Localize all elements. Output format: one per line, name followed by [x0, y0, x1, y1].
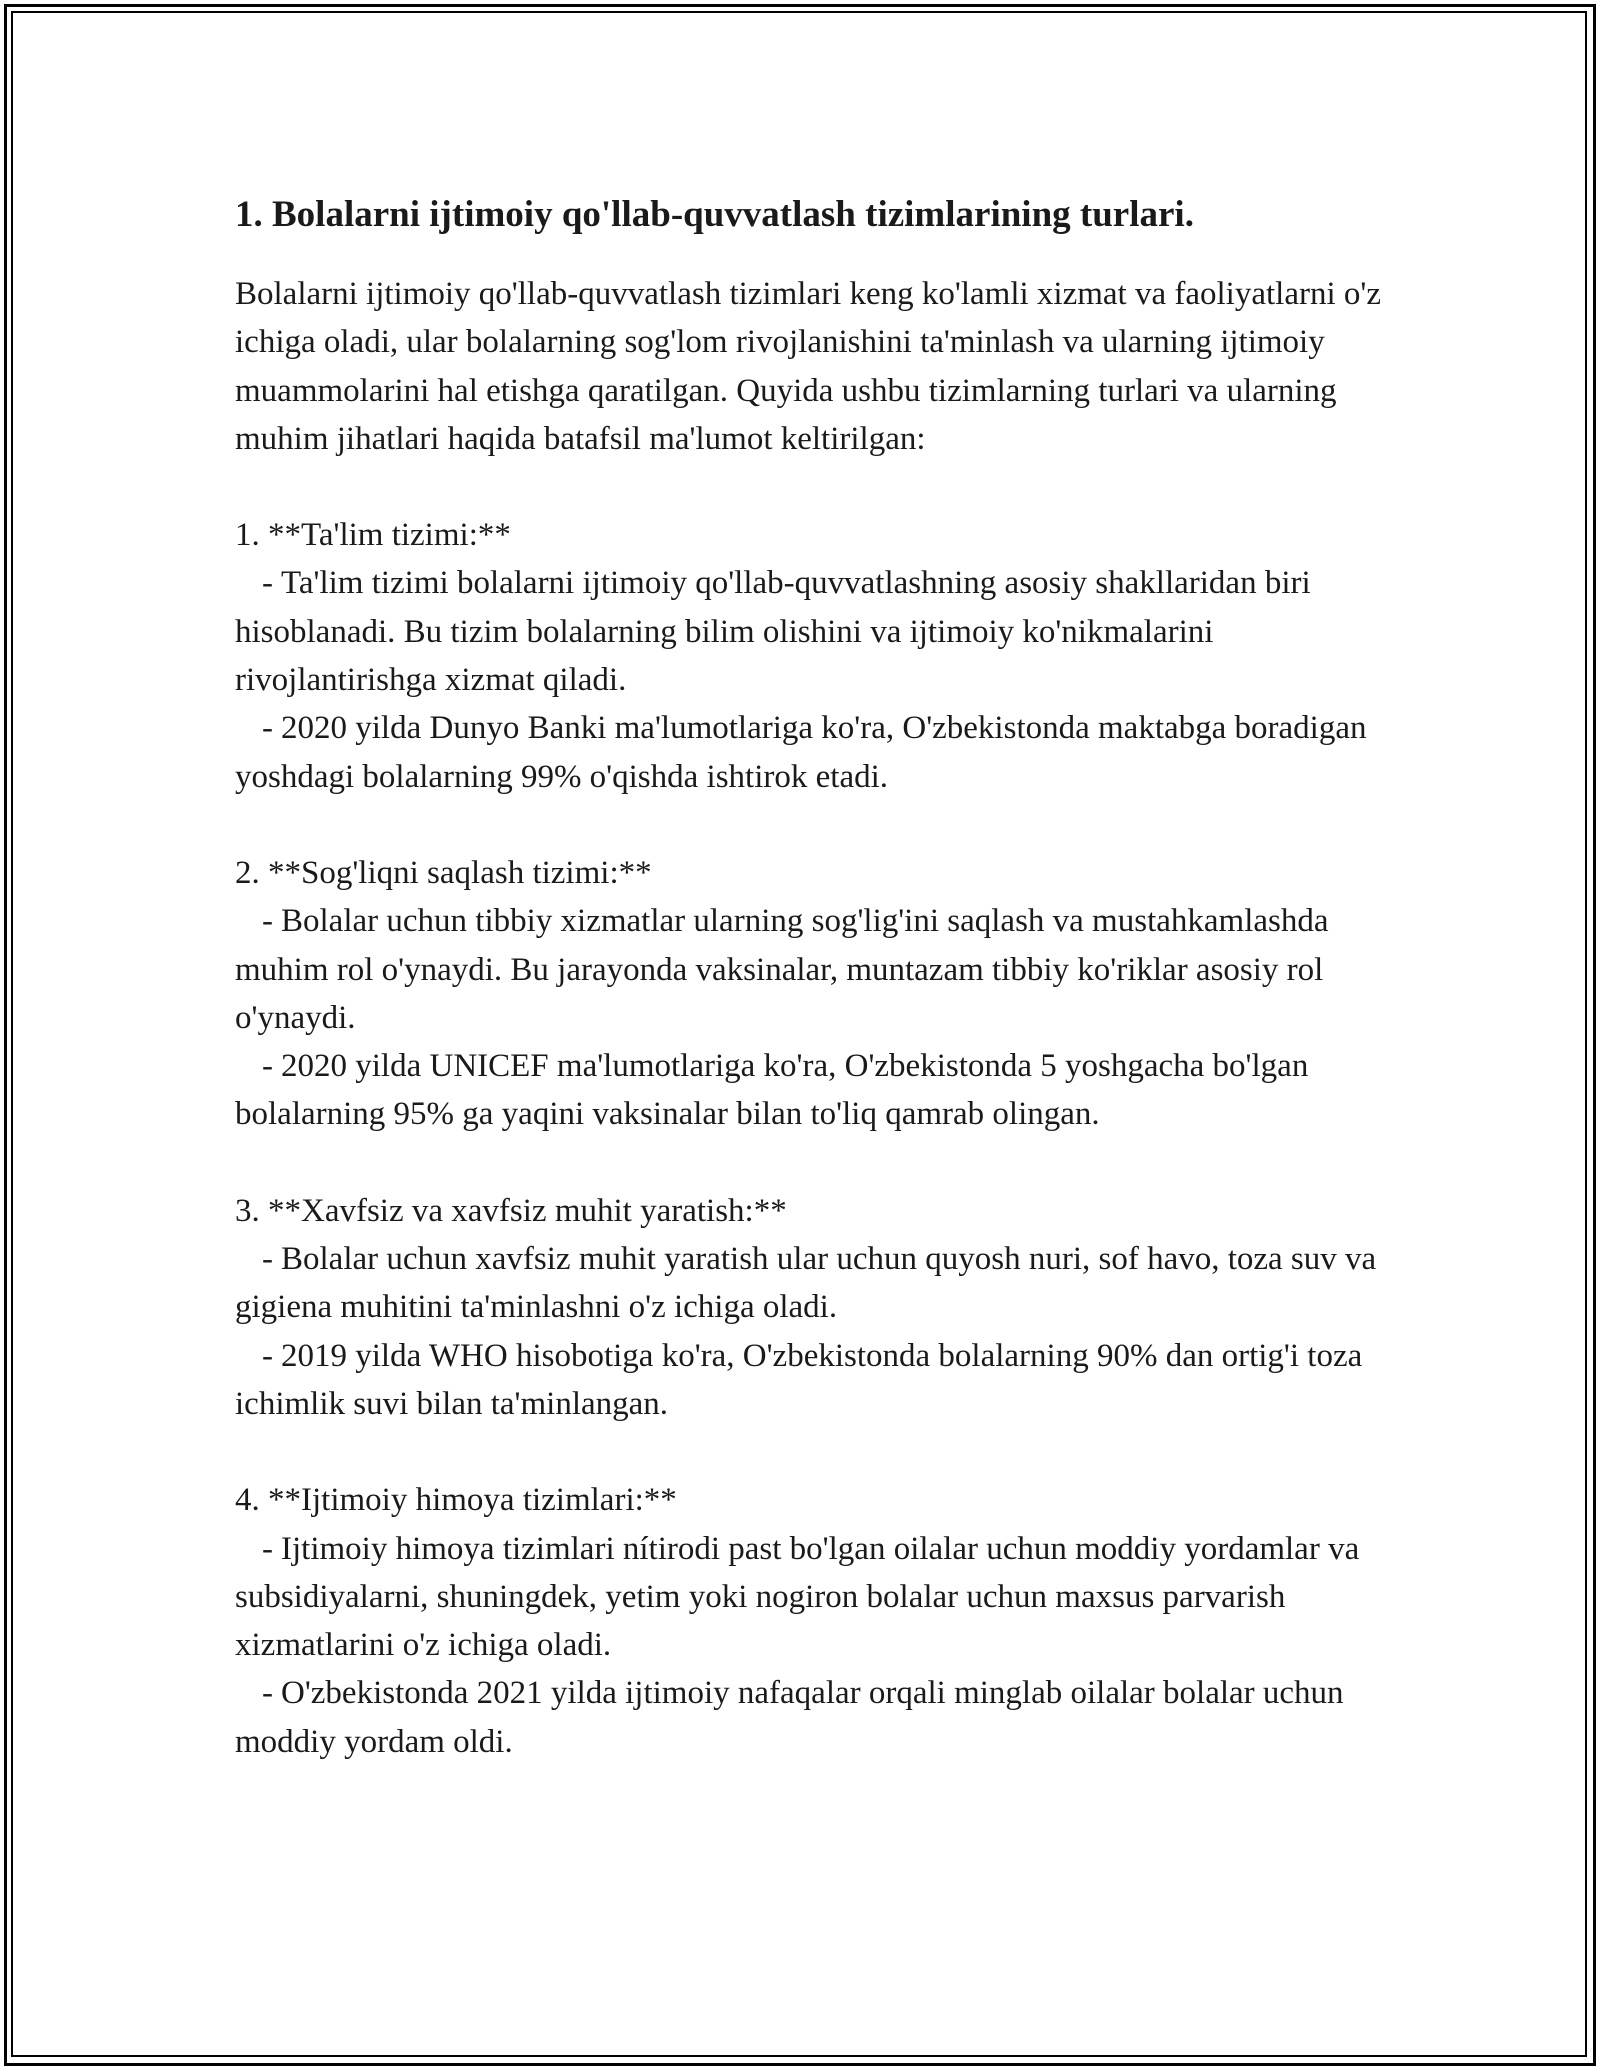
section-safe-environment — [235, 1187, 1395, 1428]
bullet-text: Ta'lim tizimi bolalarni ijtimoiy qo'llab-quvvatlashning asosiy shakllaridan biri hisoblanadi. Bu tizim bolalarning bilim olishini va ijtimoiy ko'nikmalarini rivojlantirishga xizmat qiladi. — [235, 565, 1311, 699]
bullet-item — [235, 897, 1395, 1042]
bullet-marker: - — [262, 1337, 273, 1374]
bullet-text: 2020 yilda UNICEF ma'lumotlariga ko'ra, O'zbekistonda 5 yoshgacha bo'lgan bolalarning 95% ga yaqini vaksinalar bilan to'liq qamrab olingan. — [235, 1048, 1309, 1133]
bullet-text: Bolalar uchun xavfsiz muhit yaratish ular uchun quyosh nuri, sof havo, toza suv va gigiena muhitini ta'minlashni o'z ichiga oladi. — [235, 1241, 1377, 1326]
section-social-protection — [235, 1476, 1395, 1766]
bullet-marker: - — [262, 565, 273, 602]
section-heading: 1. **Ta'lim tizimi:** — [235, 517, 511, 554]
bullet-marker: - — [262, 1675, 273, 1712]
bullet-marker: - — [262, 1530, 273, 1567]
bullet-item — [235, 1525, 1395, 1670]
bullet-text: O'zbekistonda 2021 yilda ijtimoiy nafaqalar orqali minglab oilalar bolalar uchun moddiy yordam oldi. — [235, 1675, 1344, 1760]
section-heading: 3. **Xavfsiz va xavfsiz muhit yaratish:** — [235, 1192, 787, 1229]
bullet-text: Ijtimoiy himoya tizimlari nítirodi past bo'lgan oilalar uchun moddiy yordamlar va subsidiyalarni, shuningdek, yetim yoki nogiron bolalar uchun maxsus parvarish xizmatlarini o'z ichiga oladi. — [235, 1530, 1360, 1664]
section-heading: 2. **Sog'liqni saqlash tizimi:** — [235, 854, 652, 891]
bullet-marker: - — [262, 1048, 273, 1085]
section-healthcare — [235, 849, 1395, 1139]
bullet-text: 2019 yilda WHO hisobotiga ko'ra, O'zbekistonda bolalarning 90% dan ortig'i toza ichimlik suvi bilan ta'minlangan. — [235, 1337, 1363, 1422]
bullet-marker: - — [262, 1241, 273, 1278]
intro-paragraph: Bolalarni ijtimoiy qo'llab-quvvatlash tizimlari keng ko'lamli xizmat va faoliyatlarni o'z ichiga oladi, ular bolalarning sog'lom rivojlanishini ta'minlash va ularning ijtimoiy muammolarini hal etishga qaratilgan. Quyida ushbu tizimlarning turlari va ularning muhim jihatlari haqida batafsil ma'lumot keltirilgan: — [235, 276, 1381, 457]
document-body — [235, 190, 1395, 1766]
bullet-item — [235, 704, 1395, 801]
bullet-marker: - — [262, 903, 273, 940]
bullet-text: 2020 yilda Dunyo Banki ma'lumotlariga ko'ra, O'zbekistonda maktabga boradigan yoshdagi bolalarning 99% o'qishda ishtirok etadi. — [235, 710, 1367, 795]
bullet-item — [235, 1332, 1395, 1429]
bullet-item — [235, 1042, 1395, 1139]
bullet-item — [235, 1235, 1395, 1332]
section-education — [235, 511, 1395, 801]
bullet-text: Bolalar uchun tibbiy xizmatlar ularning sog'lig'ini saqlash va mustahkamlashda muhim rol o'ynaydi. Bu jarayonda vaksinalar, muntazam tibbiy ko'riklar asosiy rol o'ynaydi. — [235, 903, 1329, 1036]
bullet-marker: - — [262, 710, 273, 747]
bullet-item — [235, 559, 1395, 704]
section-heading: 4. **Ijtimoiy himoya tizimlari:** — [235, 1482, 677, 1519]
document-title: 1. Bolalarni ijtimoiy qo'llab-quvvatlash tizimlarining turlari. — [235, 194, 1194, 235]
bullet-item — [235, 1669, 1395, 1766]
